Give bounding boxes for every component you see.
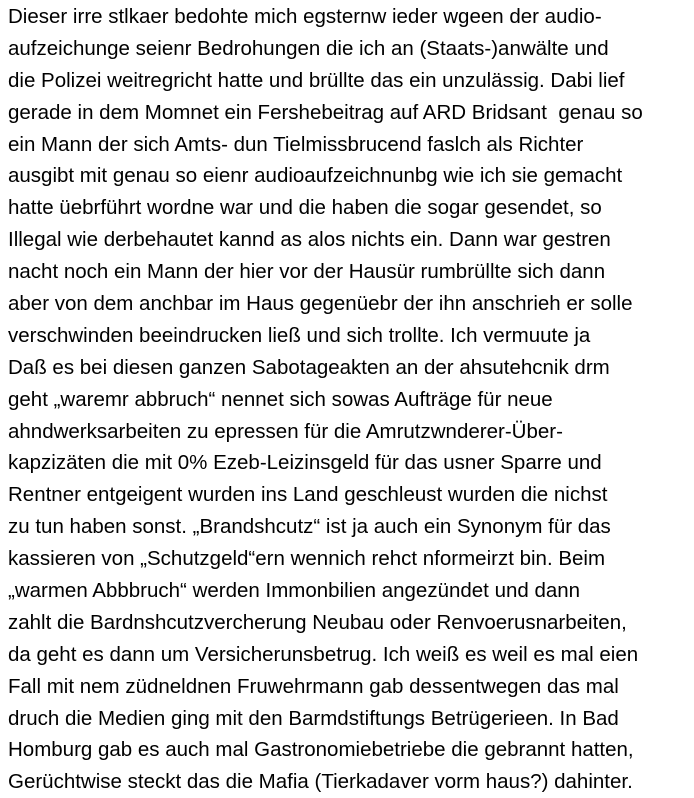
text-line: kassieren von „Schutzgeld“ern wennich rehct nformeirzt bin. Beim	[8, 547, 606, 571]
text-line: gerade in dem Momnet ein Fershebeitrag auf ARD Bridsant genau so	[8, 100, 643, 124]
text-line: zahlt die Bardnshcutzvercherung Neubau oder Renvoerusnarbeiten,	[8, 610, 627, 634]
text-line: Gerüchtwise steckt das die Mafia (Tierkadaver vorm haus?) dahinter.	[8, 770, 633, 794]
text-line: zu tun haben sonst. „Brandshcutz“ ist ja auch ein Synonym für das	[8, 515, 611, 539]
text-line: Illegal wie derbehautet kannd as alos nichts ein. Dann war gestren	[8, 228, 611, 252]
text-line: ausgibt mit genau so eienr audioaufzeichnunbg wie ich sie gemacht	[8, 164, 623, 188]
text-line: Daß es bei diesen ganzen Sabotageakten an der ahsutehcnik drm	[8, 355, 610, 379]
text-line: hatte üebrführt wordne war und die haben die sogar gesendet, so	[8, 196, 602, 220]
text-line: verschwinden beeindrucken ließ und sich trollte. Ich vermuute ja	[8, 323, 591, 347]
text-line: aber von dem anchbar im Haus gegenüebr der ihn anschrieh er solle	[8, 292, 633, 316]
text-line: ein Mann der sich Amts- dun Tielmissbrucend faslch als Richter	[8, 132, 584, 156]
text-line: Fall mit nem züdneldnen Fruwehrmann gab dessentwegen das mal	[8, 674, 619, 698]
text-line: Homburg gab es auch mal Gastronomiebetriebe die gebrannt hatten,	[8, 738, 634, 762]
text-line: kapzizäten die mit 0% Ezeb-Leizinsgeld für das usner Sparre und	[8, 451, 602, 475]
text-line: da geht es dann um Versicherunsbetrug. Ich weiß es weil es mal eien	[8, 642, 639, 666]
text-line: nacht noch ein Mann der hier vor der Hausür rumbrüllte sich dann	[8, 260, 606, 284]
text-line: geht „waremr abbruch“ nennet sich sowas Aufträge für neue	[8, 387, 553, 411]
text-line: Dieser irre stlkaer bedohte mich egsternw ieder wgeen der audio-	[8, 5, 602, 28]
text-line: Rentner entgeigent wurden ins Land geschleust wurden die nichst	[8, 483, 608, 507]
text-line: „warmen Abbbruch“ werden Immonbilien angezündet und dann	[8, 579, 581, 603]
text-line: ahndwerksarbeiten zu epressen für die Amrutzwnderer-Über-	[8, 419, 563, 443]
text-line: die Polizei weitregricht hatte und brüllte das ein unzulässig. Dabi lief	[8, 68, 625, 92]
text-line: aufzeichunge seienr Bedrohungen die ich an (Staats-)anwälte und	[8, 36, 609, 60]
text-line: druch die Medien ging mit den Barmdstiftungs Betrügerieen. In Bad	[8, 706, 619, 730]
